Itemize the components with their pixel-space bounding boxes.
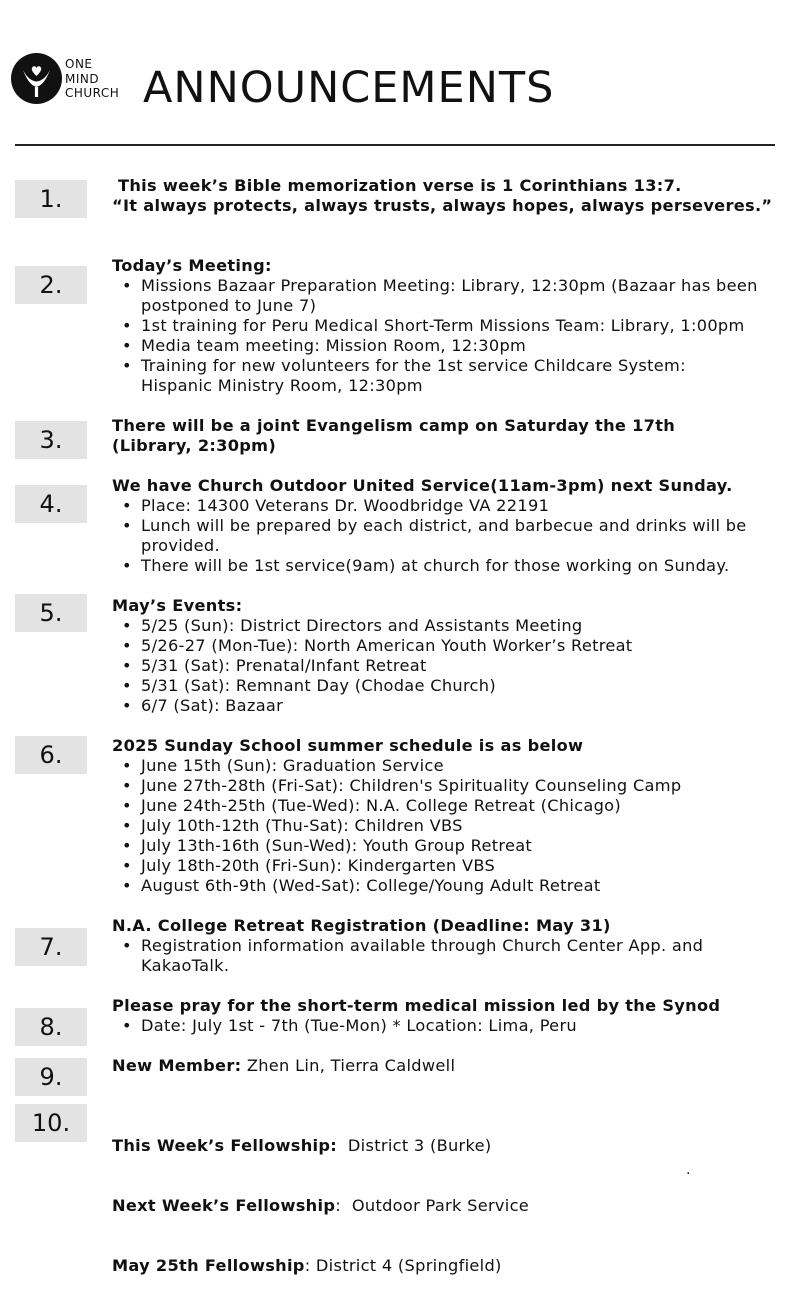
list-item: • 1st training for Peru Medical Short-Term Missions Team: Library, 1:00pm (141, 316, 772, 336)
announcement-3 (112, 416, 772, 456)
bullet-list (112, 936, 772, 976)
list-item: • 6/7 (Sat): Bazaar (141, 696, 772, 716)
list-item: • June 15th (Sun): Graduation Service (141, 756, 772, 776)
list-item: • June 27th-28th (Fri-Sat): Children's Spirituality Counseling Camp (141, 776, 772, 796)
bullet-list (112, 616, 772, 716)
announcement-9 (112, 1056, 772, 1076)
item-number: 1. (15, 180, 87, 218)
item-number: 8. (15, 1008, 87, 1046)
list-item: • 5/25 (Sun): District Directors and Assistants Meeting (141, 616, 772, 636)
fellowship-row (112, 1196, 772, 1216)
announcement-heading: 2025 Sunday School summer schedule is as below (112, 736, 584, 755)
page-title: ANNOUNCEMENTS (143, 63, 555, 113)
list-item: • July 13th-16th (Sun-Wed): Youth Group Retreat (141, 836, 772, 856)
list-item: • July 18th-20th (Fri-Sun): Kindergarten VBS (141, 856, 772, 876)
list-item: • Date: July 1st - 7th (Tue-Mon) * Location: Lima, Peru (141, 1016, 772, 1036)
item-number: 2. (15, 266, 87, 304)
announcement-6 (112, 736, 772, 896)
list-item: • Place: 14300 Veterans Dr. Woodbridge VA 22191 (141, 496, 772, 516)
list-item: • June 24th-25th (Tue-Wed): N.A. College Retreat (Chicago) (141, 796, 772, 816)
list-item: • July 10th-12th (Thu-Sat): Children VBS (141, 816, 772, 836)
church-logo-icon (11, 53, 62, 104)
item-number: 6. (15, 736, 87, 774)
page-header (0, 0, 792, 150)
item-number: 4. (15, 485, 87, 523)
new-member-label: New Member: (112, 1056, 242, 1075)
list-item: • 5/31 (Sat): Prenatal/Infant Retreat (141, 656, 772, 676)
item-number: 9. (15, 1058, 87, 1096)
footer-mark: . (686, 1162, 691, 1178)
announcement-10 (112, 1096, 772, 1296)
new-member-names: Zhen Lin, Tierra Caldwell (241, 1056, 456, 1075)
fellowship-row (112, 1136, 772, 1156)
bullet-list (112, 276, 772, 396)
announcement-heading: N.A. College Retreat Registration (Deadline: May 31) (112, 916, 611, 935)
bullet-list (112, 1016, 772, 1036)
list-item: • August 6th-9th (Wed-Sat): College/Young Adult Retreat (141, 876, 772, 896)
verse-text: “It always protects, always trusts, always hopes, always perseveres.” (112, 196, 773, 215)
announcement-heading: Today’s Meeting: (112, 256, 272, 275)
list-item: • Lunch will be prepared by each district, and barbecue and drinks will be provided. (141, 516, 772, 556)
announcement-line: (Library, 2:30pm) (112, 436, 277, 455)
list-item: • Media team meeting: Mission Room, 12:30pm (141, 336, 772, 356)
verse-reference: This week’s Bible memorization verse is 1 Corinthians 13:7. (118, 176, 682, 195)
announcement-4 (112, 476, 772, 576)
announcement-1 (112, 176, 772, 216)
church-logo-text: ONE MIND CHURCH (65, 57, 120, 100)
fellowship-value: : Outdoor Park Service (335, 1196, 530, 1215)
announcement-heading: May’s Events: (112, 596, 243, 615)
fellowship-label: May 25th Fellowship (112, 1256, 305, 1275)
list-item: • There will be 1st service(9am) at church for those working on Sunday. (141, 556, 772, 576)
list-item: • Training for new volunteers for the 1st service Childcare System: Hispanic Ministry Room, 12:30pm (141, 356, 772, 396)
announcement-heading: Please pray for the short-term medical mission led by the Synod (112, 996, 721, 1015)
announcement-5 (112, 596, 772, 716)
list-item: • 5/31 (Sat): Remnant Day (Chodae Church) (141, 676, 772, 696)
fellowship-label: Next Week’s Fellowship (112, 1196, 336, 1215)
announcement-8 (112, 996, 772, 1036)
announcement-2 (112, 256, 772, 396)
item-number: 5. (15, 594, 87, 632)
fellowship-row (112, 1256, 772, 1276)
announcement-heading: We have Church Outdoor United Service(11am-3pm) next Sunday. (112, 476, 733, 495)
fellowship-value: : District 4 (Springfield) (304, 1256, 502, 1275)
list-item: • 5/26-27 (Mon-Tue): North American Youth Worker’s Retreat (141, 636, 772, 656)
announcement-line: There will be a joint Evangelism camp on Saturday the 17th (112, 416, 676, 435)
item-number: 3. (15, 421, 87, 459)
item-number: 7. (15, 928, 87, 966)
announcement-7 (112, 916, 772, 976)
fellowship-label: This Week’s Fellowship: (112, 1136, 338, 1155)
list-item: • Registration information available through Church Center App. and KakaoTalk. (141, 936, 772, 976)
item-number: 10. (15, 1104, 87, 1142)
header-divider (15, 144, 775, 146)
fellowship-value: District 3 (Burke) (337, 1136, 492, 1155)
bullet-list (112, 756, 772, 896)
bullet-list (112, 496, 772, 576)
list-item: • Missions Bazaar Preparation Meeting: Library, 12:30pm (Bazaar has been postponed to June 7) (141, 276, 772, 316)
